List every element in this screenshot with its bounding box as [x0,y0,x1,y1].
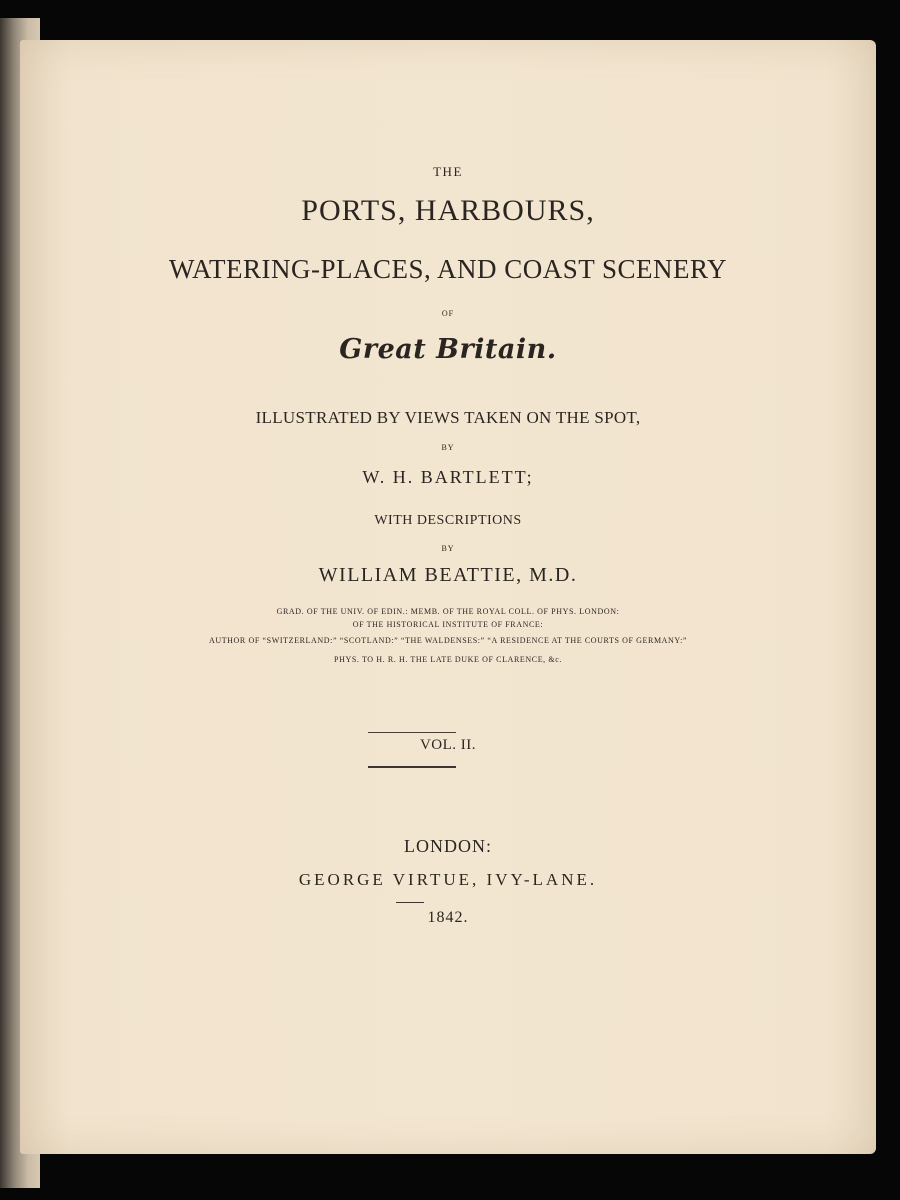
volume-rule-bottom [368,766,456,768]
artist-name: W. H. BARTLETT; [362,467,534,487]
imprint-city: LONDON: [404,836,492,856]
volume-label: VOL. II. [419,737,477,753]
author-credential-3: AUTHOR OF “SWITZERLAND:” “SCOTLAND:” “THE WALDENSES:” “A RESIDENCE AT THE COURTS OF GERMANY:” [208,636,688,645]
author-credential-1: GRAD. OF THE UNIV. OF EDIN.: MEMB. OF THE ROYAL COLL. OF PHYS. LONDON: [276,607,620,616]
title-article: THE [433,164,463,179]
imprint-publisher: GEORGE VIRTUE, IVY-LANE. [298,870,598,889]
title-country: Great Britain. [339,334,557,365]
volume-rule-top [368,732,456,733]
by-label-2: BY [441,544,455,553]
title-page [20,40,876,1154]
author-name: WILLIAM BEATTIE, M.D. [318,564,578,586]
author-credential-4: PHYS. TO H. R. H. THE LATE DUKE OF CLARENCE, &c. [334,655,562,664]
author-credential-2: OF THE HISTORICAL INSTITUTE OF FRANCE: [352,620,544,629]
illustrated-by-line: ILLUSTRATED BY VIEWS TAKEN ON THE SPOT, [255,408,641,427]
title-line-1: PORTS, HARBOURS, [301,194,595,227]
title-page-content [20,40,876,1154]
title-line-2: WATERING-PLACES, AND COAST SCENERY [168,254,728,284]
with-descriptions: WITH DESCRIPTIONS [374,513,522,528]
imprint-rule [396,902,424,903]
title-of: OF [441,309,455,318]
by-label-1: BY [441,443,455,452]
imprint-year: 1842. [427,909,469,926]
